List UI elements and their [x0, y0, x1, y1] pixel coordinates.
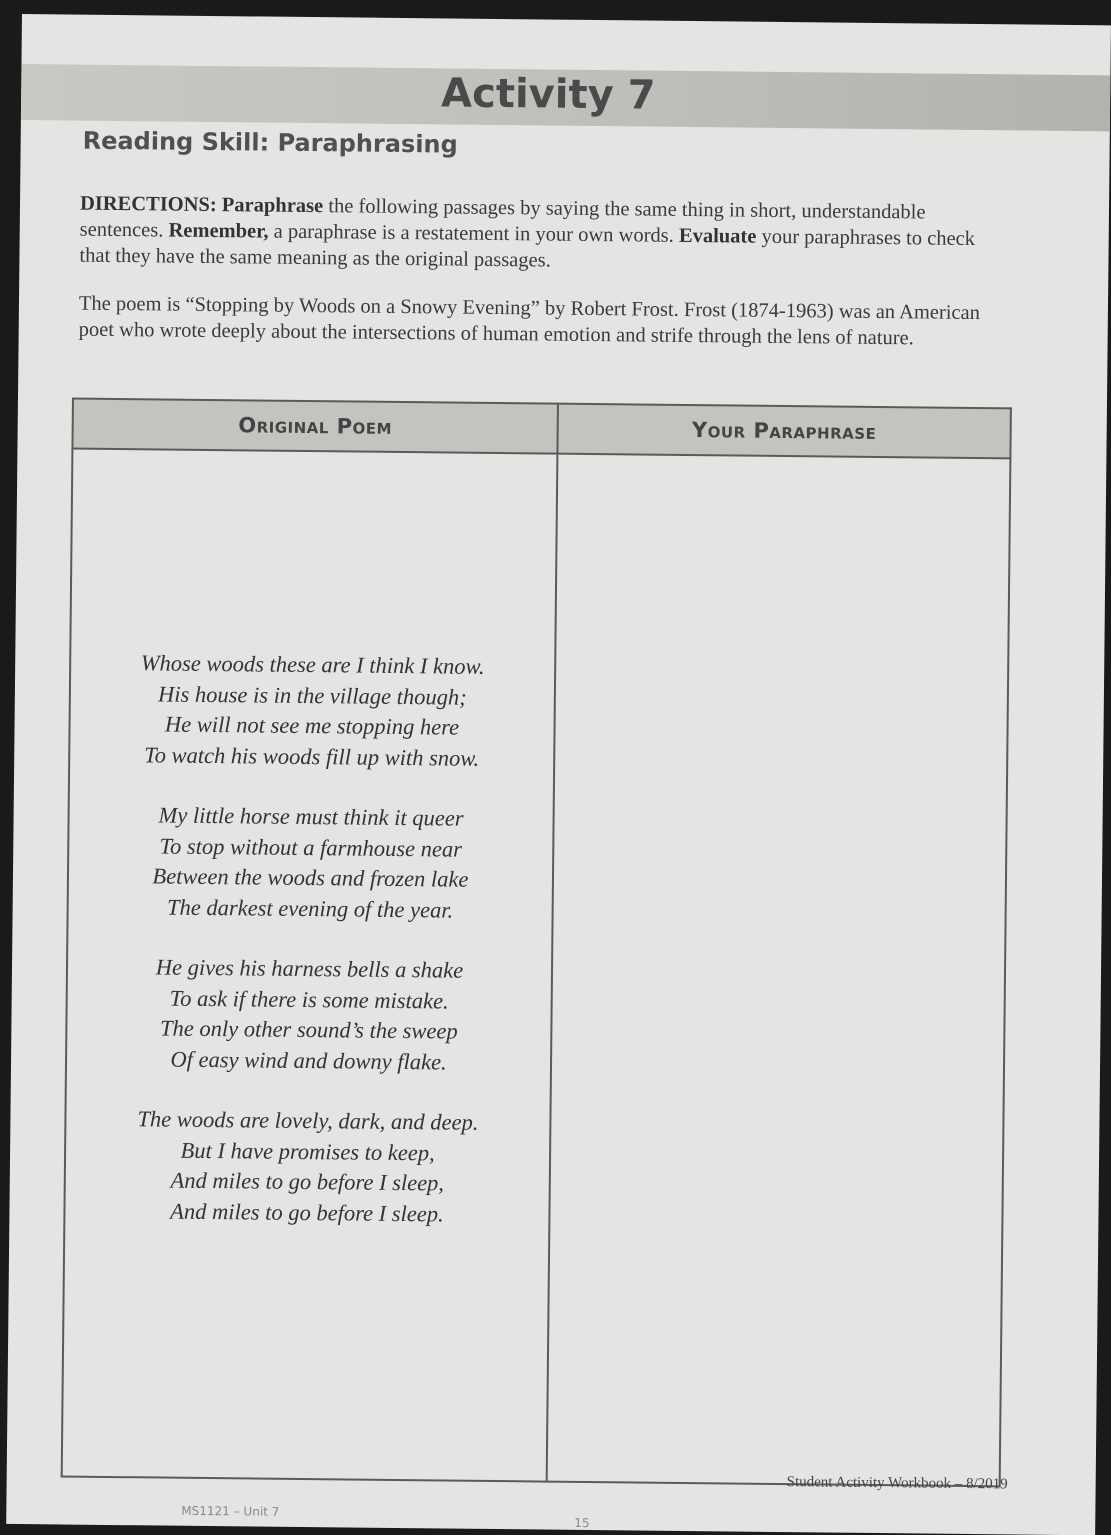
poem-line: And miles to go before I sleep. — [170, 1198, 444, 1226]
poem-line: To ask if there is some mistake. — [169, 985, 449, 1014]
intro-paragraph: The poem is “Stopping by Woods on a Snowy Evening” by Robert Frost. Frost (1874-1963) was an American poet who wrote deeply about the intersections of human emotion and strife through the lens of nature. — [78, 292, 981, 350]
poem-line: The darkest evening of the year. — [166, 894, 454, 923]
poem-line: Between the woods and frozen lake — [152, 863, 469, 892]
poem-line: He gives his harness bells a shake — [155, 954, 464, 983]
column-header-your-paraphrase: Your Paraphrase — [557, 404, 1010, 459]
poem-line: And miles to go before I sleep, — [170, 1167, 445, 1196]
poem-line: The woods are lovely, dark, and deep. — [137, 1106, 479, 1135]
stanza-2 — [68, 800, 552, 927]
stanza-1 — [70, 648, 554, 775]
poem-line: The only other sound’s the sweep — [159, 1015, 458, 1044]
poem-line: My little horse must think it queer — [158, 802, 464, 831]
directions-keyword-evaluate: Evaluate — [678, 224, 757, 248]
stanza-4 — [65, 1104, 549, 1231]
page-number: 15 — [574, 1515, 590, 1531]
original-poem-cell — [62, 449, 558, 1482]
directions-text-2: a paraphrase is a restatement in your own words. — [268, 220, 680, 247]
page-title: Activity 7 — [440, 70, 656, 119]
poem-line: But I have promises to keep, — [180, 1137, 435, 1165]
directions-keyword-paraphrase: Paraphrase — [221, 194, 324, 218]
directions-keyword-remember: Remember, — [168, 219, 269, 243]
your-paraphrase-cell[interactable] — [547, 454, 1011, 1487]
unit-label: MS1121 – Unit 7 — [181, 1503, 280, 1519]
directions-label: DIRECTIONS: — [79, 192, 217, 217]
poem-line: To watch his woods fill up with snow. — [144, 741, 480, 771]
paraphrase-table — [61, 398, 1012, 1488]
directions-paragraph — [79, 191, 1010, 279]
poem-text — [65, 450, 556, 1231]
poem-line: His house is in the village though; — [157, 680, 467, 710]
poem-line: Of easy wind and downy flake. — [170, 1046, 447, 1075]
workbook-page — [6, 14, 1111, 1535]
directions-text-3: your paraphrases to check that they have the same meaning as the original passages. — [79, 225, 976, 272]
page-subtitle: Reading Skill: Paraphrasing — [82, 126, 458, 159]
workbook-footer: Student Activity Workbook – 8/2019 — [786, 1474, 1008, 1493]
stanza-3 — [67, 952, 551, 1079]
directions-text-1: the following passages by saying the same thing in short, understandable sentences. — [79, 195, 926, 242]
column-header-original-poem: Original Poem — [72, 399, 557, 454]
poem-line: He will not see me stopping here — [164, 711, 460, 740]
poem-line: Whose woods these are I think I know. — [140, 650, 485, 679]
poem-line: To stop without a farmhouse near — [159, 832, 463, 862]
